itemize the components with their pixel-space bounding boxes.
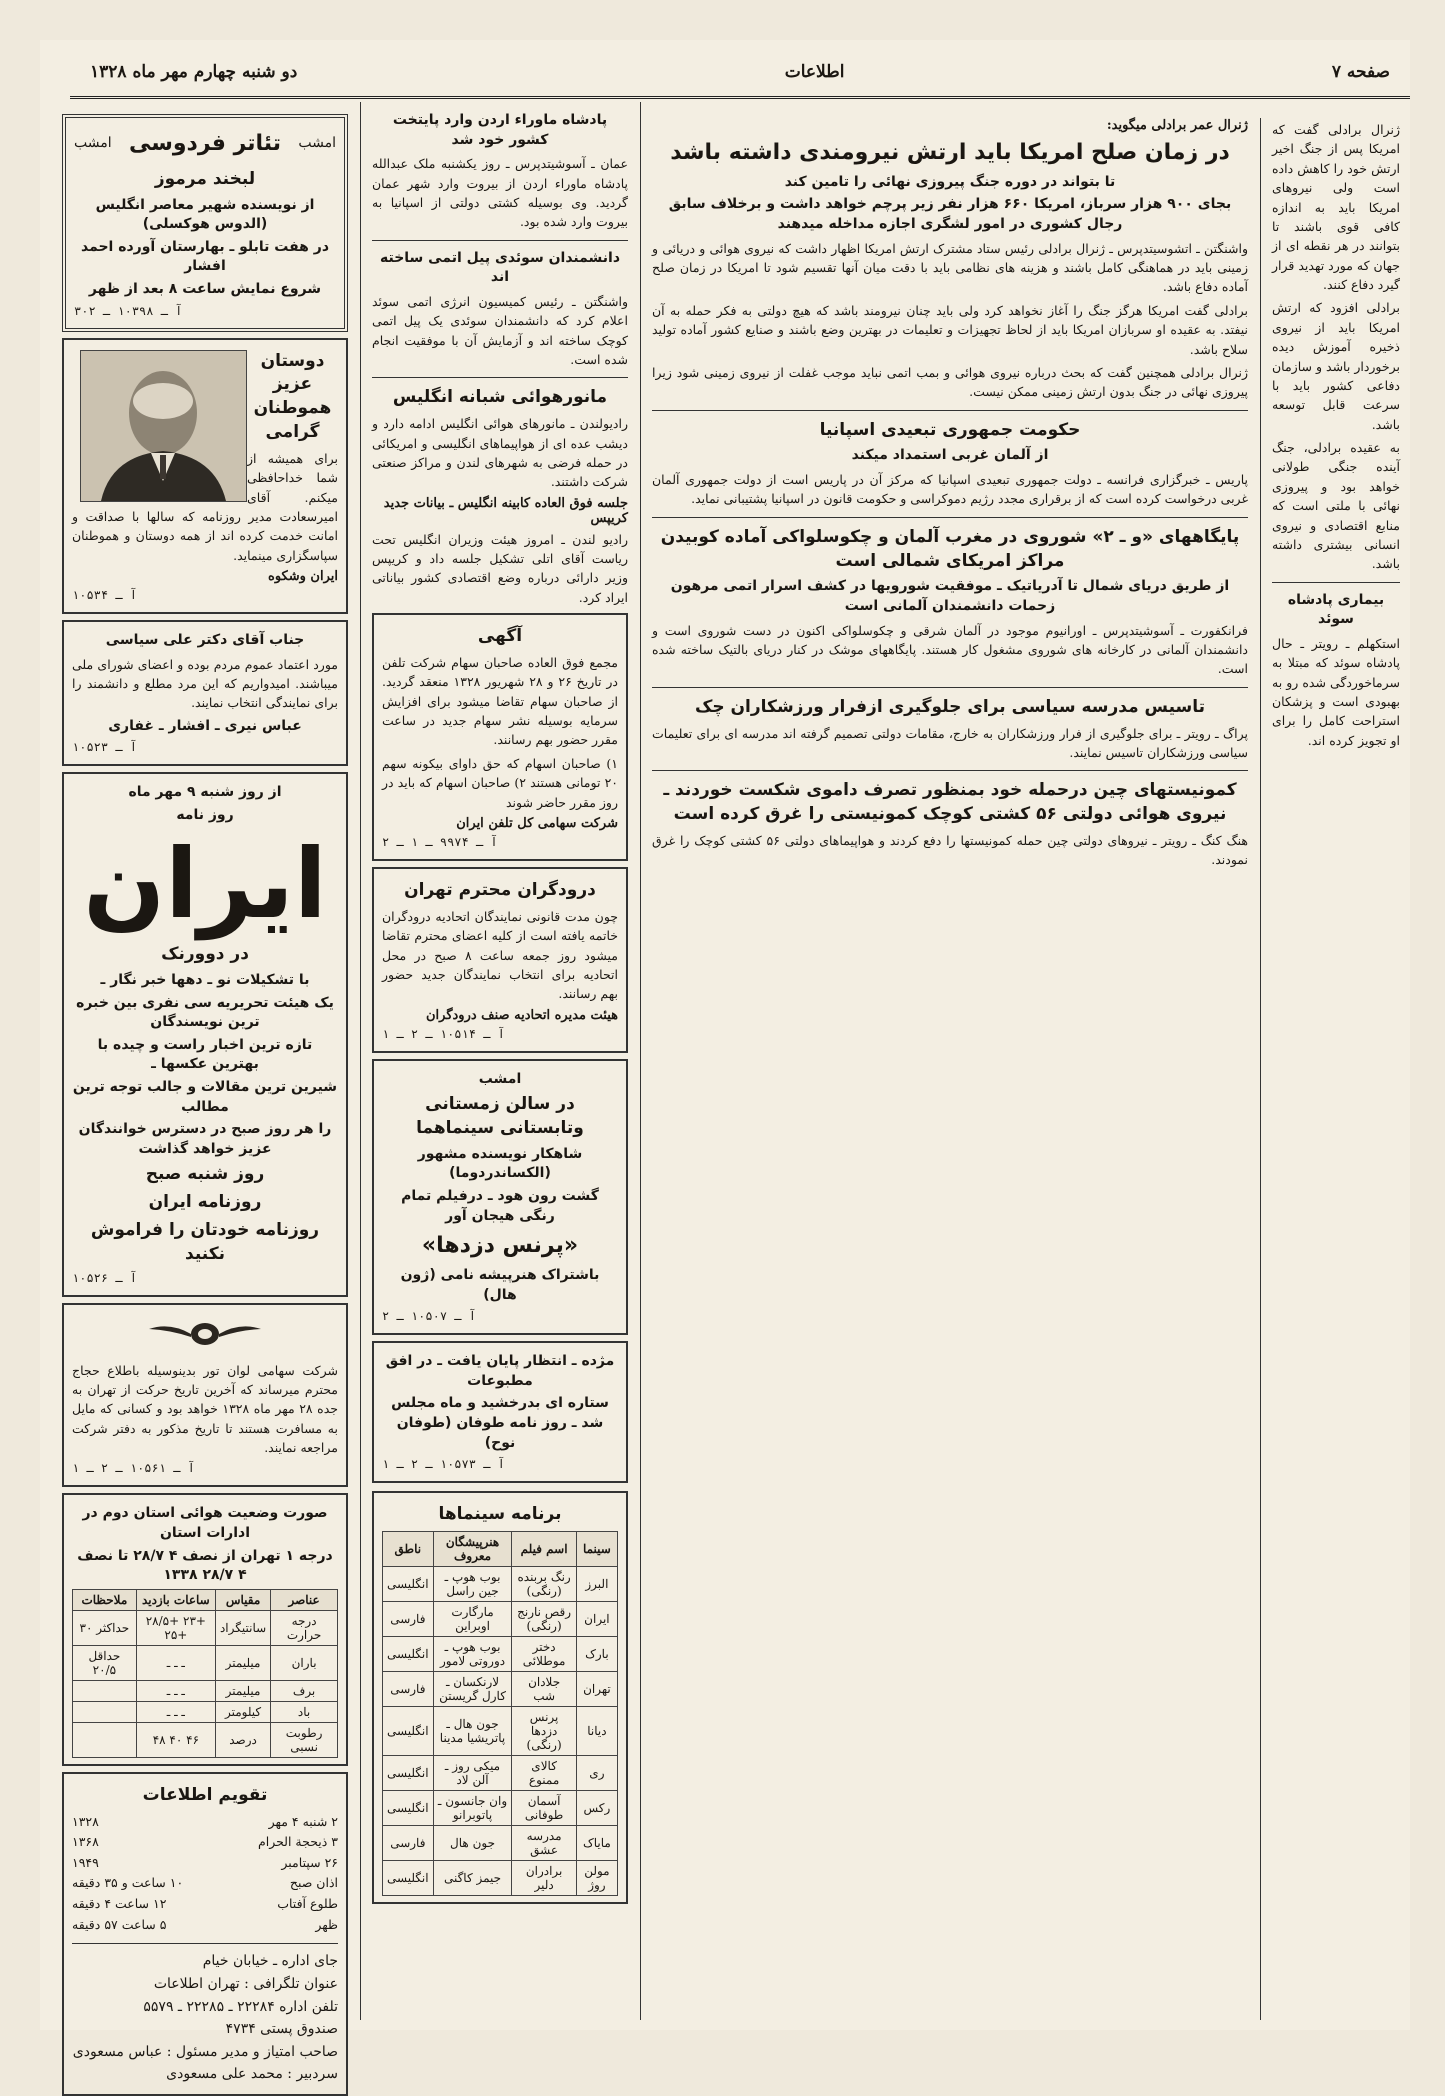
weather-row bbox=[73, 1610, 338, 1645]
weather-cell: برف bbox=[271, 1680, 338, 1701]
ad-body: مجمع فوق العاده صاحبان سهام شرکت تلفن در تاریخ ۲۶ و ۲۸ شهریور ۱۳۲۸ منعقد گردید. از صاحبان سهام تقاضا میشود برای افزایش سرمایه بوسیله نشر سهام جدید در ساعت مقرر حضور بهم رسانند. bbox=[382, 654, 618, 748]
ad-line: گشت رون هود ـ درفیلم تمام رنگی هیجان آور bbox=[401, 1188, 599, 1224]
ad-sign: ایران وشکوه bbox=[268, 569, 338, 585]
calendar-cell: ۵ ساعت ۵۷ دقیقه bbox=[72, 1916, 167, 1932]
headline: مانورهوائی شبانه انگلیس bbox=[392, 387, 608, 408]
cinema-cell: انگلیسی bbox=[383, 1756, 434, 1791]
weather-cell: باد bbox=[271, 1701, 338, 1722]
ad-dr-siasi bbox=[62, 620, 348, 766]
weather-subtitle: درجه ۱ تهران از نصف ۴ ۲۸/۷ تا نصف ۴ ۲۸/۷ ۱۳۳۸ bbox=[77, 1547, 333, 1584]
film-title: «پرنس دزدها» bbox=[421, 1233, 579, 1259]
ad-line: در دوورنک bbox=[161, 944, 249, 965]
cinema-cell: رکس bbox=[576, 1791, 617, 1826]
weather-header-cell: مقیاس bbox=[215, 1589, 270, 1610]
divider bbox=[72, 1943, 338, 1944]
cinema-header-cell: اسم فیلم bbox=[512, 1532, 576, 1567]
ad-line: شروع نمایش ساعت ۸ بعد از ظهر bbox=[88, 281, 322, 298]
weather-row bbox=[73, 1680, 338, 1701]
cinema-cell: بوب هوپ ـ دوروتی لامور bbox=[433, 1637, 512, 1672]
ad-body: چون مدت قانونی نمایندگان اتحادیه درودگران خاتمه یافته است از کلیه اعضای محترم تقاضا میشود روز جمعه ساعت ۸ صبح در محل اتحادیه برای انتخاب نمایندگان جدید حضور بهم رسانند. bbox=[382, 908, 618, 1002]
subheadline: تا بتواند در دوره جنگ پیروزی نهائی را تامین کند bbox=[784, 173, 1116, 190]
cinema-cell: مولن روژ bbox=[576, 1861, 617, 1896]
weather-table bbox=[72, 1589, 338, 1758]
article-body: برادلی گفت امریکا هرگز جنگ را آغاز نخواهد کرد ولی باید چنان نیرومند باشد که هیچ دولتی به فکر حمله به آن نیفتد. به عقیده او سربازان امریکا باید از لحاظ تجهیزات و تعلیمات در بهترین وضع باشند و صنایع کشور آماده تولید سلاح باشد. bbox=[652, 302, 1248, 357]
cinema-row bbox=[383, 1791, 618, 1826]
cinema-cell: تهران bbox=[576, 1672, 617, 1707]
cinema-row bbox=[383, 1567, 618, 1602]
ad-title: درودگران محترم تهران bbox=[404, 879, 596, 900]
calendar-row bbox=[72, 1812, 338, 1833]
subheadline: بجای ۹۰۰ هزار سرباز، امریکا ۶۶۰ هزار نفر زیر پرچم خواهد داشت و برخلاف سابق رجال کشوری در امور لشگری اجازه مداخله میدهند bbox=[668, 196, 1232, 233]
portrait-image bbox=[81, 351, 246, 501]
calendar-row bbox=[72, 1915, 338, 1936]
calendar-cell: ۱۳۶۸ bbox=[72, 1834, 99, 1850]
cinema-cell: مارگارت اوبراین bbox=[433, 1602, 512, 1637]
ad-tag: امشب bbox=[298, 135, 336, 152]
ad-body: ستاره ای بدرخشید و ماه مجلس شد ـ روز نامه طوفان (طوفان نوح) bbox=[391, 1395, 609, 1451]
cinema-cell: پرنس دزدها (رنگی) bbox=[512, 1707, 576, 1756]
cinema-cell: فارسی bbox=[383, 1826, 434, 1861]
weather-cell: حداقل ۲۰/۵ bbox=[73, 1645, 137, 1680]
po-box-line: صندوق پستی ۴۷۳۴ bbox=[225, 2021, 338, 2038]
cinema-cell: وان جانسون ـ پاتوبرانو bbox=[433, 1791, 512, 1826]
cinema-cell: رنگ بربنده (رنگی) bbox=[512, 1567, 576, 1602]
weather-cell: کیلومتر bbox=[215, 1701, 270, 1722]
ad-code: آ ـ ۱۰۵۳۴ bbox=[72, 588, 138, 603]
newspaper-name: ایران bbox=[83, 827, 327, 940]
winged-emblem-icon bbox=[72, 1317, 338, 1355]
cinema-row bbox=[383, 1861, 618, 1896]
weather-cell: درصد bbox=[215, 1722, 270, 1757]
ad-telephone bbox=[372, 613, 628, 861]
weather-report bbox=[62, 1493, 348, 1765]
cinema-cell: فارسی bbox=[383, 1602, 434, 1637]
weather-cell: ـ ـ ـ bbox=[136, 1645, 215, 1680]
masthead bbox=[70, 48, 1410, 99]
cinema-cell: لارنکسان ـ کارل گریستن bbox=[433, 1672, 512, 1707]
divider bbox=[1272, 582, 1400, 583]
cinema-cell: آسمان طوفانی bbox=[512, 1791, 576, 1826]
ad-line: روز نامه bbox=[176, 807, 234, 823]
weather-title: صورت وضعیت هوائی استان دوم در ادارات استان bbox=[82, 1505, 328, 1541]
weather-header-cell: ملاحظات bbox=[73, 1589, 137, 1610]
article-body: فرانکفورت ـ آسوشیتدپرس ـ اورانیوم موجود در آلمان شرقی و چکوسلواکی اکنون در دست شوروی است و دانشمندان آلمانی در کارخانه های شوروی مشغول کار هستند. پایگاههای موشک در کنار دریای بالتیک ساخته شده است. bbox=[652, 622, 1248, 677]
weather-header-cell: عناصر bbox=[271, 1589, 338, 1610]
column-rule bbox=[1260, 118, 1261, 2020]
headline: در زمان صلح امریکا باید ارتش نیرومندی داشته باشد bbox=[670, 140, 1230, 165]
ad-code: آ ـ ۱۰۵۲۶ bbox=[72, 1270, 138, 1285]
ad-code: آ ـ ۱۰۵۱۴ ـ ۲ ـ ۱ bbox=[382, 1026, 505, 1041]
headline: پایگاههای «و ـ ۲» شوروی در مغرب آلمان و چکوسلواکی آماده کوبیدن مراکز امریکای شمالی است bbox=[660, 526, 1240, 571]
ad-line: شاهکار نویسنده مشهور (الکساندردوما) bbox=[417, 1145, 583, 1182]
address-line: جای اداره ـ خیابان خیام bbox=[202, 1953, 338, 1970]
ad-sign: عباس نیری ـ افشار ـ غفاری bbox=[108, 717, 302, 734]
cinema-cell: بوب هوپ ـ جین راسل bbox=[433, 1567, 512, 1602]
calendar-title: تقویم اطلاعات bbox=[142, 1784, 268, 1805]
cinema-cell: کالای ممنوع bbox=[512, 1756, 576, 1791]
column-rule bbox=[640, 102, 641, 2020]
paper-name: اطلاعات bbox=[784, 62, 845, 82]
telegraph-line: عنوان تلگرافی : تهران اطلاعات bbox=[153, 1975, 338, 1992]
cinema-row bbox=[383, 1756, 618, 1791]
weather-cell: میلیمتر bbox=[215, 1680, 270, 1701]
weather-cell bbox=[73, 1701, 137, 1722]
ad-cinema-homa bbox=[372, 1059, 628, 1336]
ad-sign: شرکت سهامی کل تلفن ایران bbox=[456, 815, 618, 831]
cinema-row bbox=[383, 1826, 618, 1861]
calendar-row bbox=[72, 1832, 338, 1853]
ad-hajj bbox=[62, 1303, 348, 1488]
weather-cell: رطوبت نسبی bbox=[271, 1722, 338, 1757]
column-middle bbox=[362, 102, 638, 2020]
headline: حکومت جمهوری تبعیدی اسپانیا bbox=[819, 419, 1081, 440]
cinema-cell: انگلیسی bbox=[383, 1791, 434, 1826]
calendar-cell: ظهر bbox=[315, 1916, 338, 1932]
article-body: استکهلم ـ رویتر ـ حال پادشاه سوئد که مبتلا به سرماخوردگی شده رو به بهبودی است و پزشکان استراحت کامل را برای او تجویز کرده اند. bbox=[1272, 635, 1400, 748]
cinema-cell: برادران دلیر bbox=[512, 1861, 576, 1896]
ad-line: روز شنبه صبح bbox=[145, 1164, 265, 1185]
headline: تاسیس مدرسه سیاسی برای جلوگیری ازفرار ورزشکاران چک bbox=[694, 696, 1206, 717]
cinema-cell: جون هال bbox=[433, 1826, 512, 1861]
ad-line: شیرین ترین مقالات و جالب توجه ترین مطالب bbox=[72, 1078, 338, 1115]
weather-cell: حداکثر ۳۰ bbox=[73, 1610, 137, 1645]
ad-code: آ ـ ۱۰۵۶۱ ـ ۲ ـ ۱ bbox=[72, 1461, 195, 1476]
phones-line: تلفن اداره ۲۲۲۸۴ ـ ۲۲۲۸۵ ـ ۵۵۷۹ bbox=[143, 1998, 338, 2015]
play-title: لبخند مرموز bbox=[154, 168, 256, 189]
ad-tag: امشب bbox=[74, 135, 112, 152]
calendar-row bbox=[72, 1894, 338, 1915]
headline: بیماری پادشاه سوئد bbox=[1287, 591, 1385, 628]
article-body: به عقیده برادلی، جنگ آینده جنگی طولانی خواهد بود و پیروزی نهائی با ملتی است که منابع اقتصادی و نیروی انسانی بیشتری داشته باشد. bbox=[1272, 440, 1400, 572]
weather-cell bbox=[73, 1680, 137, 1701]
divider bbox=[652, 770, 1248, 771]
article-body: رادیو لندن ـ امروز هیئت وزیران انگلیس تحت ریاست آقای اتلی تشکیل جلسه داد و کریپس وزیر دارائی درباره وضع اقتصادی کشور بیاناتی ایراد کرد. bbox=[372, 531, 628, 605]
cinema-cell: جون هال ـ پاتریشیا مدینا bbox=[433, 1707, 512, 1756]
weather-cell: میلیمتر bbox=[215, 1645, 270, 1680]
cinema-header-cell: سینما bbox=[576, 1532, 617, 1567]
article-body: ژنرال برادلی گفت که امریکا پس از جنگ اخیر ارتش خود را کاهش داده است ولی نیروهای امریکا باید به اندازه کافی قوی باشند تا بتوانند در هر نقطه ای از جهان که مورد تهدید قرار گیرد دفاع کنند. bbox=[1271, 122, 1400, 292]
issue-date: دو شنبه چهارم مهر ماه ۱۳۲۸ bbox=[90, 62, 298, 82]
calendar-cell: ۳ ذیحجة الحرام bbox=[257, 1834, 338, 1850]
ad-code: آ ـ ۹۹۷۴ ـ ۱ ـ ۲ bbox=[382, 834, 498, 849]
article-body: رادیولندن ـ مانورهای هوائی انگلیس ادامه دارد و دیشب عده ای از هواپیماهای انگلیسی و امریکائی در حمله فرضی به شهرهای لندن و مراکز صنعتی شرکت داشتند. bbox=[372, 416, 628, 490]
calendar-cell: اذان صبح bbox=[289, 1875, 338, 1891]
ad-carpenters bbox=[372, 867, 628, 1053]
cinema-cell: میکی روز ـ آلن لاد bbox=[433, 1756, 512, 1791]
cinema-header-cell: ناطق bbox=[383, 1532, 434, 1567]
cinema-row bbox=[383, 1637, 618, 1672]
cinema-cell: بارک bbox=[576, 1637, 617, 1672]
ad-code: آ ـ ۱۰۳۹۸ ـ ۳۰۲ bbox=[74, 303, 183, 318]
cinema-cell: فارسی bbox=[383, 1672, 434, 1707]
newspaper-page bbox=[40, 40, 1410, 2083]
ad-body: برای همیشه از شما خداحافظی میکنم. آقای امیرسعادت مدیر روزنامه که سالها با صداقت و امانت خدمت کرده اند از همه دوستان و هموطنان سپاسگزاری مینماید. bbox=[72, 450, 338, 563]
kicker: ژنرال عمر برادلی میگوید: bbox=[1106, 118, 1248, 133]
headline: دانشمندان سوئدی پیل اتمی ساخته اند bbox=[379, 249, 621, 286]
weather-row bbox=[73, 1722, 338, 1757]
ad-line: را هر روز صبح در دسترس خوانندگان عزیز خواهد گذاشت bbox=[78, 1121, 332, 1157]
weather-cell: باران bbox=[271, 1645, 338, 1680]
calendar-row bbox=[72, 1853, 338, 1874]
cinema-cell: انگلیسی bbox=[383, 1637, 434, 1672]
weather-cell: ۴۶ ۴۰ ۴۸ bbox=[136, 1722, 215, 1757]
calendar-cell: طلوع آفتاب bbox=[277, 1896, 338, 1912]
cinema-header-row bbox=[383, 1532, 618, 1567]
ad-title: مژده ـ انتظار پایان یافت ـ در افق مطبوعات bbox=[385, 1353, 615, 1389]
divider bbox=[652, 410, 1248, 411]
calendar-cell: ۱۰ ساعت و ۳۵ دقیقه bbox=[72, 1875, 184, 1891]
ad-iran-newspaper bbox=[62, 772, 348, 1296]
calendar-box bbox=[62, 1772, 348, 2096]
calendar-cell: ۲۶ سپتامبر bbox=[281, 1854, 338, 1870]
weather-cell: درجه حرارت bbox=[271, 1610, 338, 1645]
ad-title: تئاتر فردوسی bbox=[128, 131, 282, 156]
subheadline: از طریق دریای شمال تا آدریاتیک ـ موفقیت شورویها در کشف اسرار اتمی مرهون زحمات دانشمندان آلمانی است bbox=[670, 578, 1230, 614]
ad-code: آ ـ ۱۰۵۰۷ ـ ۲ bbox=[382, 1309, 476, 1324]
ad-line: در هفت تابلو ـ بهارستان آورده احمد افشار bbox=[80, 238, 329, 275]
weather-row bbox=[73, 1645, 338, 1680]
ad-list: ۱) صاحبان اسهام که حق داوای بیکونه سهم ۲۰ تومانی هستند ۲) صاحبان اسهام که باید در روز مقرر حاضر شوند bbox=[382, 755, 618, 810]
ad-theatre-ferdowsi bbox=[62, 114, 348, 332]
weather-cell: ـ ـ ـ bbox=[136, 1701, 215, 1722]
ad-title: جناب آقای دکتر علی سیاسی bbox=[105, 632, 305, 649]
column-narrow-right bbox=[1262, 110, 1410, 2020]
cinema-cell: ری bbox=[576, 1756, 617, 1791]
cinema-table bbox=[382, 1531, 618, 1896]
article-body: واشنگتن ـ رئیس کمیسیون انرژی اتمی سوئد اعلام کرد که دانشمندان سوئدی یک پیل اتمی کوچک ساخته اند و آزمایش آن با موفقیت انجام شده است. bbox=[372, 293, 628, 367]
cinema-header-cell: هنرپیشگان معروف bbox=[433, 1532, 512, 1567]
headline: کمونیستهای چین درحمله خود بمنظور تصرف داموی شکست خوردند ـ نیروی هوائی دولتی ۵۶ کشتی کوچک کمونیستی را غرق کرده است bbox=[663, 780, 1237, 825]
ad-title: آگهی bbox=[477, 626, 523, 647]
ad-tag: امشب bbox=[478, 1070, 522, 1087]
calendar-list bbox=[72, 1812, 338, 1936]
ad-line: روزنامه ایران bbox=[148, 1192, 262, 1213]
cinema-cell: مدرسه عشق bbox=[512, 1826, 576, 1861]
ad-dear-friends bbox=[62, 338, 348, 614]
divider bbox=[372, 240, 628, 241]
ad-body: مورد اعتماد عموم مردم بوده و اعضای شورای ملی میباشند. امیدواریم که این مرد مطلع و دانشمند را برای نمایندگی انتخاب نمایند. bbox=[72, 656, 338, 711]
weather-row bbox=[73, 1701, 338, 1722]
weather-cell: سانتیگراد bbox=[215, 1610, 270, 1645]
weather-header-cell: ساعات بازدید bbox=[136, 1589, 215, 1610]
cinema-cell: جلادان شب bbox=[512, 1672, 576, 1707]
ad-line: یک هیئت تحریریه سی نفری بین خبره ترین نویسندگان bbox=[76, 994, 334, 1031]
divider bbox=[652, 687, 1248, 688]
ad-sign: هیئت مدیره اتحادیه صنف درودگران bbox=[426, 1007, 618, 1023]
ad-line: باشتراک هنرپیشه نامی (ژون هال) bbox=[400, 1267, 600, 1303]
cinema-cell: انگلیسی bbox=[383, 1707, 434, 1756]
column-left bbox=[52, 102, 358, 2083]
calendar-row bbox=[72, 1873, 338, 1894]
column-right bbox=[642, 110, 1258, 2020]
ad-title: دوستان عزیز هموطنان گرامی bbox=[253, 350, 332, 443]
cinema-cell: رقص نارنج (رنگی) bbox=[512, 1602, 576, 1637]
cinema-row bbox=[383, 1672, 618, 1707]
ad-line: تازه ترین اخبار راست و چیده با بهترین عکسها ـ bbox=[97, 1036, 313, 1073]
weather-cell: +۲۳ +۲۸/۵ +۲۵ bbox=[136, 1610, 215, 1645]
calendar-cell: ۲ شنبه ۴ مهر bbox=[268, 1813, 338, 1829]
cinema-cell: دختر موطلائی bbox=[512, 1637, 576, 1672]
editor-line: سردبیر : محمد علی مسعودی bbox=[166, 2066, 338, 2083]
cinema-cell: انگلیسی bbox=[383, 1567, 434, 1602]
headline: پادشاه ماوراء اردن وارد پایتخت کشور خود شد bbox=[392, 112, 608, 148]
ad-toofan bbox=[372, 1341, 628, 1483]
cinema-cell: جیمز کاگنی bbox=[433, 1861, 512, 1896]
calendar-cell: ۱۹۴۹ bbox=[72, 1854, 99, 1870]
ad-line: از روز شنبه ۹ مهر ماه bbox=[128, 784, 282, 801]
cinema-cell: دیانا bbox=[576, 1707, 617, 1756]
article-body: عمان ـ آسوشیتدپرس ـ روز یکشنبه ملک عبدالله پادشاه ماوراء اردن از بیروت وارد شهر عمان گردید. وی بوسیله کشتی دولتی از اسپانیا به بیروت وارد شده بود. bbox=[372, 156, 628, 230]
weather-cell bbox=[73, 1722, 137, 1757]
cinema-program bbox=[372, 1491, 628, 1904]
owner-line: صاحب امتیاز و مدیر مسئول : عباس مسعودی bbox=[72, 2043, 338, 2060]
subheadline: از آلمان غربی استمداد میکند bbox=[851, 447, 1049, 464]
ad-line: با تشکیلات نو ـ دهها خبر نگار ـ bbox=[100, 971, 310, 988]
ad-title: در سالن زمستانی وتابستانی سینماهما bbox=[416, 1094, 584, 1139]
ad-line: از نویسنده شهیر معاصر انگلیس (الدوس هوکسلی) bbox=[95, 196, 315, 233]
ad-code: آ ـ ۱۰۵۷۳ ـ ۲ ـ ۱ bbox=[382, 1457, 505, 1472]
ad-body: شرکت سهامی لوان تور بدینوسیله باطلاع حجاج محترم میرساند که آخرین تاریخ حرکت از تهران به جده ۲۸ مهر ماه ۱۳۲۸ خواهد بود و کسانی که مایل به مسافرت هستند تا تاریخ مذکور به دفتر شرکت مراجعه نمایند. bbox=[72, 1362, 338, 1456]
divider bbox=[372, 377, 628, 378]
cinema-cell: البرز bbox=[576, 1567, 617, 1602]
portrait-photo bbox=[80, 350, 247, 502]
cinema-row bbox=[383, 1707, 618, 1756]
page-number: صفحه ۷ bbox=[1331, 62, 1390, 82]
calendar-cell: ۱۲ ساعت ۴ دقیقه bbox=[72, 1896, 167, 1912]
cinema-title: برنامه سینماها bbox=[438, 1504, 562, 1525]
article-body: ژنرال برادلی همچنین گفت که بحث درباره نیروی هوائی و بمب اتمی نباید موجب غفلت از نیروی زمینی شود زیرا پیروزی نهائی در جنگ بدون ارتش زمینی ممکن نیست. bbox=[652, 364, 1248, 400]
article-body: برادلی افزود که ارتش امریکا باید از نیروی ذخیره آموزش دیده برخوردار باشد و سازمان دفاعی کشور باید با سرعت قابل توسعه باشد. bbox=[1272, 300, 1400, 432]
calendar-cell: ۱۳۲۸ bbox=[72, 1813, 99, 1829]
article-body: واشنگتن ـ اتشوسیتدپرس ـ ژنرال برادلی رئیس ستاد مشترک ارتش امریکا اظهار داشت که نیروی هوائی و دریائی و زمینی باید در هماهنگی کامل باشند و هزینه های نظامی باید با دقت میان آنها تقسیم شود تا امریکا در زمان صلح آماده دفاع باشد. bbox=[652, 240, 1248, 295]
article-body: پراگ ـ رویتر ـ برای جلوگیری از فرار ورزشکاران به خارج، مقامات دولتی تصمیم گرفته اند مدرسه ای برای تعلیمات سیاسی ورزشکاران تاسیس نمایند. bbox=[652, 725, 1248, 760]
weather-header-row bbox=[73, 1589, 338, 1610]
ad-line: روزنامه خودتان را فراموش نکنید bbox=[90, 1219, 320, 1264]
cinema-cell: انگلیسی bbox=[383, 1861, 434, 1896]
weather-cell: ـ ـ ـ bbox=[136, 1680, 215, 1701]
cinema-row bbox=[383, 1602, 618, 1637]
ad-code: آ ـ ۱۰۵۲۳ bbox=[72, 740, 138, 755]
cinema-cell: مایاک bbox=[576, 1826, 617, 1861]
cinema-cell: ایران bbox=[576, 1602, 617, 1637]
column-rule bbox=[360, 102, 361, 2020]
kicker: جلسه فوق العاده کابینه انگلیس ـ بیانات جدید کریپس bbox=[383, 495, 628, 526]
divider bbox=[652, 517, 1248, 518]
article-body: هنگ کنگ ـ رویتر ـ نیروهای دولتی چین حمله کمونیستها را دفع کردند و هواپیماهای دولتی ۵۶ کشتی کوچک را غرق نمودند. bbox=[652, 832, 1248, 868]
article-body: پاریس ـ خبرگزاری فرانسه ـ دولت جمهوری تبعیدی اسپانیا که مرکز آن در پاریس است از دولت جمهوری آلمان غربی درخواست کرده است که از برقراری مجدد رژیم دموکراسی و حکومت قانون در اسپانیا پشتیبانی نماید. bbox=[652, 472, 1248, 507]
